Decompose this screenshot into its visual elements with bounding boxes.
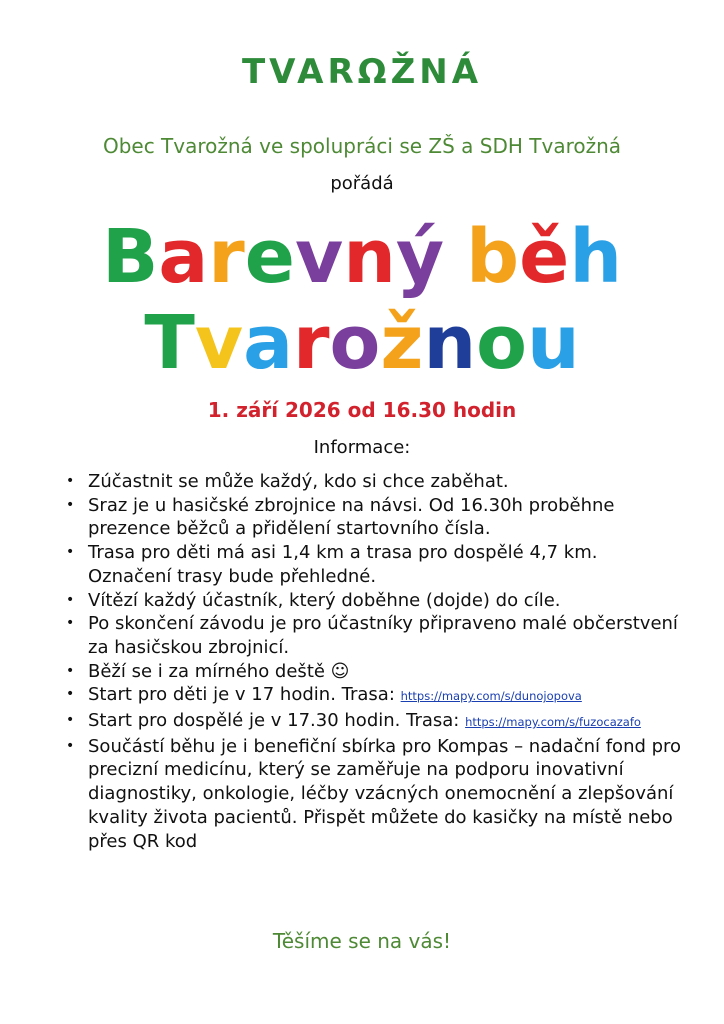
title-line-1-letter: n — [343, 214, 396, 300]
title-line-2-letter: ž — [380, 300, 424, 386]
title-line-1-letter: ě — [519, 214, 570, 300]
bullet-icon: • — [66, 615, 75, 632]
info-item — [64, 735, 684, 854]
title-line-2-letter: T — [144, 300, 195, 386]
bullet-icon: • — [66, 686, 75, 703]
logo-text: TVARΩŽNÁ — [241, 52, 483, 92]
title-line-2-letter: v — [194, 300, 244, 386]
event-title-line-2 — [0, 300, 724, 386]
info-item-text: Sraz je u hasičské zbrojnice na návsi. Od 16.30h proběhne prezence běžců a přidělení startovního čísla. — [88, 494, 615, 540]
info-item — [64, 541, 684, 588]
info-heading: Informace: — [313, 437, 411, 458]
info-item — [64, 494, 684, 541]
title-line-1-letter: r — [208, 214, 245, 300]
bullet-icon: • — [66, 591, 75, 608]
bullet-icon: • — [66, 712, 75, 729]
event-date: 1. září 2026 od 16.30 hodin — [207, 398, 517, 422]
info-item-text: Zúčastnit se může každý, kdo si chce zaběhat. — [88, 471, 509, 492]
title-line-2-letter: r — [293, 300, 330, 386]
title-line-2-letter: a — [243, 300, 294, 386]
bullet-icon: • — [66, 662, 75, 679]
bullet-icon: • — [66, 737, 75, 754]
event-title-line-1 — [0, 214, 724, 300]
info-list — [64, 470, 684, 853]
organizer-line: Obec Tvarožná ve spolupráci se ZŠ a SDH Tvarožná — [102, 134, 622, 158]
route-link[interactable]: https://mapy.com/s/fuzocazafo — [465, 715, 641, 730]
title-line-2-letter: n — [423, 300, 477, 386]
info-item — [64, 589, 684, 613]
title-line-1-letter: e — [244, 214, 295, 300]
info-item — [64, 660, 684, 684]
title-line-1-letter — [444, 220, 466, 294]
title-line-1-letter: b — [466, 214, 520, 300]
title-line-1-letter: B — [101, 214, 159, 300]
info-item — [64, 683, 684, 709]
title-line-2-letter: o — [329, 300, 381, 386]
bullet-icon: • — [66, 496, 75, 513]
title-line-1-letter: a — [158, 214, 209, 300]
bullet-icon: • — [66, 473, 75, 489]
info-item-text: Po skončení závodu je pro účastníky připraveno malé občerstvení za hasičskou zbrojnicí. — [88, 613, 678, 658]
info-item-text: Start pro dospělé je v 17.30 hodin. Trasa: — [88, 710, 466, 732]
route-link[interactable]: https://mapy.com/s/dunojopova — [400, 689, 582, 704]
info-item — [64, 470, 684, 494]
info-item-text: Start pro děti je v 17 hodin. Trasa: — [88, 684, 401, 706]
title-line-2-letter: u — [526, 300, 580, 386]
logo — [0, 52, 724, 92]
info-item-text: Vítězí každý účastník, který doběhne (dojde) do cíle. — [88, 589, 561, 611]
info-item-text: Běží se i za mírného deště ☺ — [88, 660, 350, 682]
bullet-icon: • — [66, 544, 75, 561]
title-line-1-letter: h — [569, 214, 623, 300]
title-line-1-letter: v — [294, 214, 344, 300]
info-item — [64, 709, 684, 735]
presents-line: pořádá — [330, 173, 394, 194]
title-line-2-letter: o — [476, 300, 527, 386]
title-line-1-letter: ý — [395, 214, 445, 300]
closing-line: Těšíme se na vás! — [272, 929, 452, 953]
info-item — [64, 612, 684, 659]
info-item-text: Součástí běhu je i benefiční sbírka pro Kompas – nadační fond pro precizní medicínu, který se zaměřuje na podporu inovativní diagnostiky, onkologie, léčby vzácných onemocnění a zlepšování kvality života pacientů. Přispět můžete do kasičky na místě nebo přes QR kod — [88, 735, 682, 852]
info-item-text: Trasa pro děti má asi 1,4 km a trasa pro dospělé 4,7 km. Označení trasy bude přehledné. — [88, 542, 598, 587]
